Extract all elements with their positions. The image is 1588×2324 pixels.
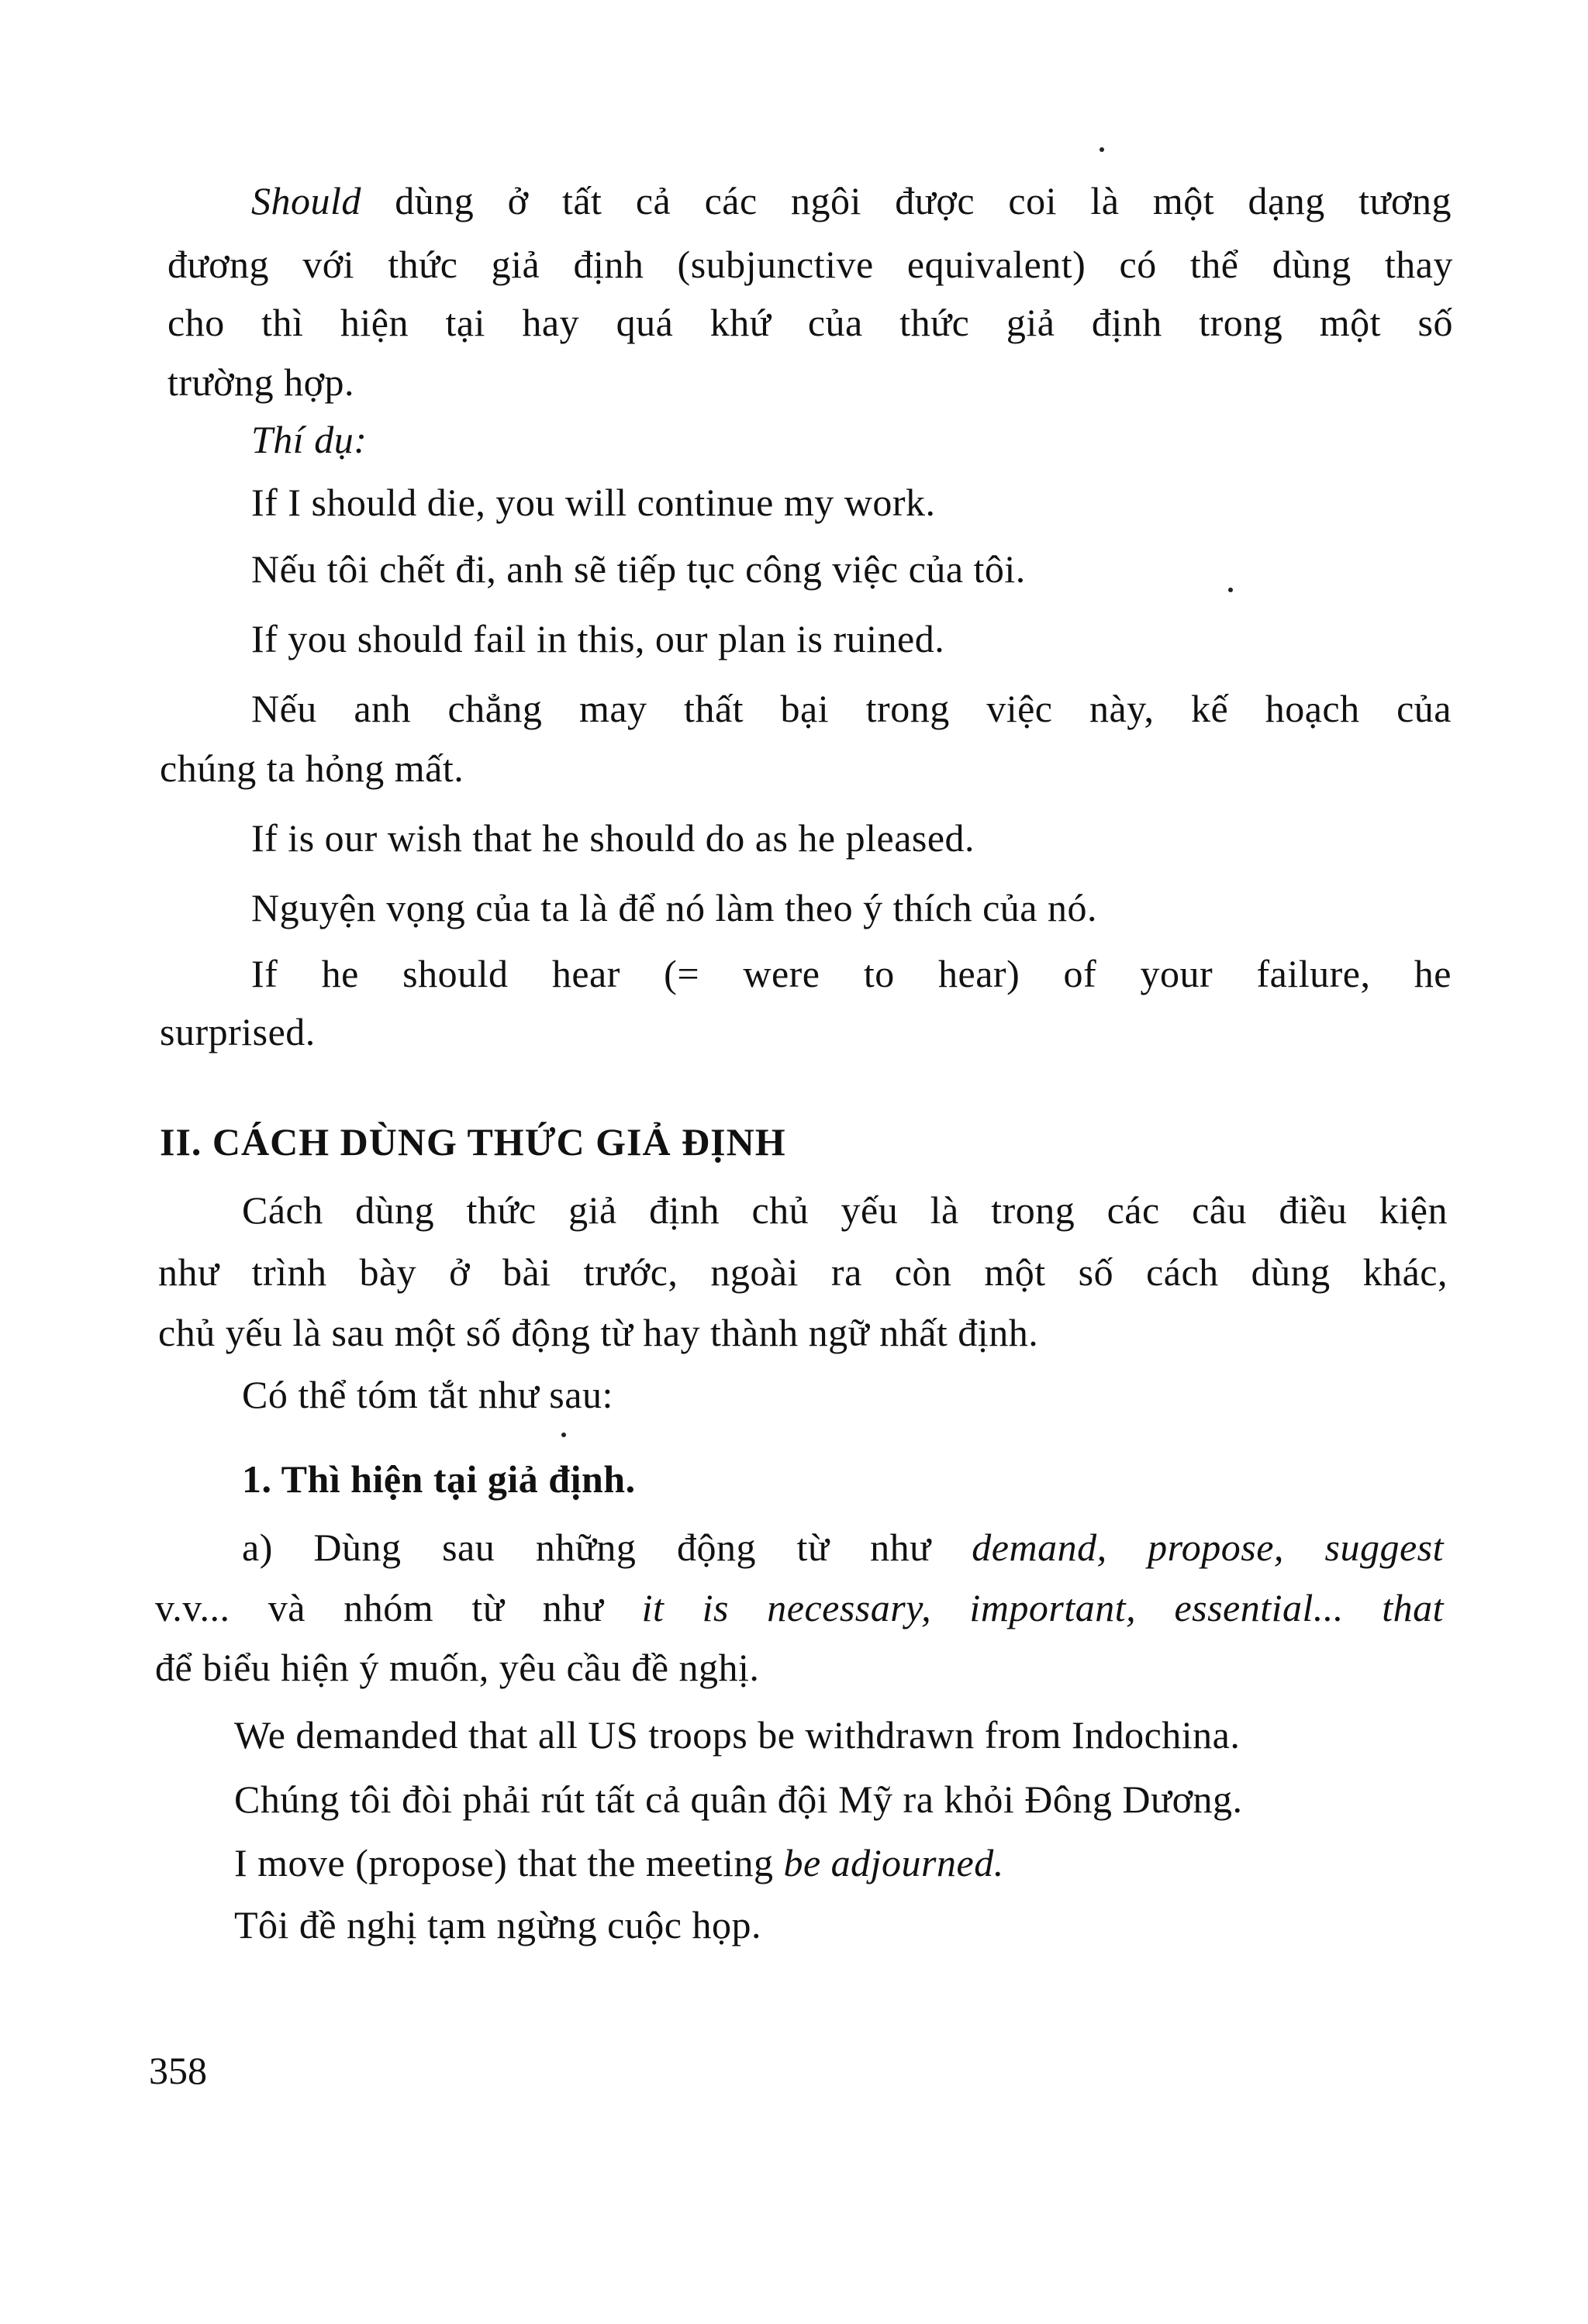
section-heading: II. CÁCH DÙNG THỨC GIẢ ĐỊNH [160,1120,786,1164]
example-sentence: surprised. [160,1010,316,1053]
example-translation: Nguyện vọng của ta là để nó làm theo ý thích của nó. [251,886,1097,929]
example-sentence [234,1839,1004,1887]
paragraph-line: đương với thức giả định (subjunctive equivalent) có thể dùng thay [167,243,1453,286]
paragraph-text: dùng ở tất cả các ngôi được coi là một dạng tương [361,179,1452,222]
scan-speck [1100,147,1104,152]
italic-term: it is necessary, important, essential... that [641,1586,1444,1629]
paragraph-line: Có thể tóm tắt như sau: [242,1373,613,1416]
example-sentence: We demanded that all US troops be withdrawn from Indochina. [234,1713,1241,1757]
paragraph-text: a) Dùng sau những động từ như [242,1526,972,1569]
paragraph-line: trường hợp. [167,360,355,404]
example-sentence: If you should fail in this, our plan is ruined. [251,617,945,660]
paragraph-line: chủ yếu là sau một số động từ hay thành ngữ nhất định. [158,1311,1039,1354]
example-translation: chúng ta hỏng mất. [160,747,464,790]
scan-speck [561,1433,566,1437]
paragraph-line: để biểu hiện ý muốn, yêu cầu đề nghị. [155,1646,760,1689]
paragraph-line [242,1523,1444,1571]
italic-term: demand, propose, suggest [972,1526,1444,1569]
example-sentence: If I should die, you will continue my work. [251,481,936,524]
example-translation: Chúng tôi đòi phải rút tất cả quân đội Mỹ ra khỏi Đông Dương. [234,1777,1243,1821]
scan-speck [1228,588,1233,592]
example-translation: Nếu anh chẳng may thất bại trong việc này, kế hoạch của [251,687,1452,730]
italic-term: Should [251,179,361,222]
italic-term: be adjourned. [783,1841,1004,1884]
example-translation: Tôi đề nghị tạm ngừng cuộc họp. [234,1903,761,1946]
paragraph-line [155,1584,1444,1632]
paragraph-line: như trình bày ở bài trước, ngoài ra còn một số cách dùng khác, [158,1250,1448,1294]
example-translation: Nếu tôi chết đi, anh sẽ tiếp tục công việc của tôi. [251,547,1026,591]
paragraph-line: Cách dùng thức giả định chủ yếu là trong các câu điều kiện [242,1188,1448,1232]
example-sentence: If he should hear (= were to hear) of your failure, he [251,952,1452,995]
paragraph-text: v.v... và nhóm từ như [155,1586,642,1629]
paragraph-line: cho thì hiện tại hay quá khứ của thức giả định trong một số [167,301,1453,344]
example-label: Thí dụ: [251,418,368,461]
subheading: 1. Thì hiện tại giả định. [242,1457,636,1501]
page-number: 358 [149,2049,207,2092]
example-sentence: If is our wish that he should do as he pleased. [251,816,975,860]
paragraph-line [251,177,1452,225]
paragraph-text: I move (propose) that the meeting [234,1841,784,1884]
